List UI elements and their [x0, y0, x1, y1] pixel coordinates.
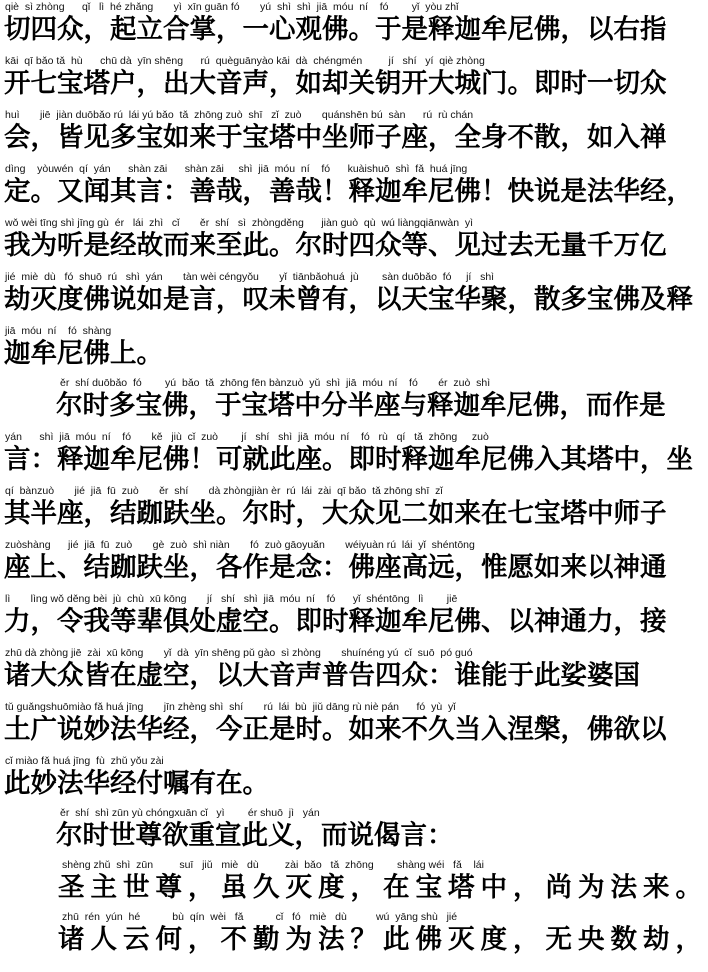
chinese-text: 切四众，起立合掌，一心观佛。于是释迦牟尼佛，以右指 — [4, 14, 667, 45]
pinyin-annotation: dìng yòuwén qí yán shàn zāi shàn zāi shì jiā móu ní fó kuàishuō shì fǎ huá jīng — [5, 163, 468, 175]
chinese-text: 其半座，结跏趺坐。尔时，大众见二如来在七宝塔中师子 — [4, 498, 667, 529]
text-line — [0, 324, 630, 382]
pinyin-annotation: ěr shí duōbǎo fó yú bǎo tǎ zhōng fēn bànzuò yǔ shì jiā móu ní fó ér zuò shì — [60, 377, 491, 389]
chinese-text: 圣主世尊，虽久灭度，在宝塔中，尚为法来。 — [58, 872, 708, 903]
text-line — [0, 700, 667, 758]
text-line — [0, 592, 667, 650]
text-line — [0, 54, 667, 112]
text-line — [0, 270, 693, 328]
text-line — [0, 806, 630, 864]
pinyin-annotation: lì lìng wǒ děng bèi jù chù xū kōng jí shí shì jiā móu ní fó yǐ shéntōng lì jiē — [5, 593, 458, 605]
chinese-text: 座上、结跏趺坐，各作是念：佛座高远，惟愿如来以神通 — [4, 552, 667, 583]
chinese-text: 此妙法华经付嘱有在。 — [4, 768, 269, 799]
chinese-text: 言：释迦牟尼佛！可就此座。即时释迦牟尼佛入其塔中，坐 — [4, 444, 693, 475]
text-line — [0, 484, 667, 542]
chinese-text: 诸大众皆在虚空，以大音声普告四众：谁能于此娑婆国 — [4, 660, 640, 691]
chinese-text: 尔时世尊欲重宣此义，而说偈言： — [56, 820, 454, 851]
text-line — [0, 858, 708, 916]
pinyin-annotation: tǔ guǎngshuōmiào fǎ huá jīng jīn zhèng shì shí rú lái bù jiǔ dāng rù niè pán fó yù yǐ — [5, 701, 456, 713]
chinese-text: 定。又闻其言：善哉，善哉！释迦牟尼佛！快说是法华经， — [4, 176, 693, 207]
pinyin-annotation: zuòshàng jié jiā fū zuò gè zuò shì niàn fó zuò gāoyuǎn wéiyuàn rú lái yǐ shéntōng — [5, 539, 475, 551]
pinyin-annotation: ěr shí shì zūn yù chóngxuān cǐ yì ér shuō jì yán — [60, 807, 320, 819]
text-line — [0, 162, 693, 220]
pinyin-annotation: qí bànzuò jié jiā fū zuò ěr shí dà zhòngjiàn èr rú lái zài qī bǎo tǎ zhōng shī zǐ — [5, 485, 443, 497]
chinese-text: 我为听是经故而来至此。尔时四众等、见过去无量千万亿 — [4, 230, 667, 261]
pinyin-annotation: zhū rén yún hé bù qín wèi fǎ cǐ fó miè dù wú yāng shù jié — [62, 911, 458, 923]
text-line — [0, 108, 667, 166]
pinyin-annotation: cǐ miào fǎ huá jīng fù zhǔ yǒu zài — [5, 755, 164, 767]
text-line — [0, 376, 666, 434]
pinyin-annotation: zhū dà zhòng jiē zài xū kōng yǐ dà yīn shēng pǔ gào sì zhòng shuínéng yú cǐ suō pó guó — [5, 647, 473, 659]
chinese-text: 劫灭度佛说如是言，叹未曾有，以天宝华聚，散多宝佛及释 — [4, 284, 693, 315]
chinese-text: 开七宝塔户，出大音声，如却关钥开大城门。即时一切众 — [4, 68, 667, 99]
text-line — [0, 216, 667, 274]
pinyin-annotation: jiā móu ní fó shàng — [5, 325, 112, 337]
pinyin-annotation: qiè sì zhòng qǐ lì hé zhǎng yì xīn guān fó yú shì shì jiā móu ní fó yǐ yòu zhǐ — [5, 1, 459, 13]
pinyin-annotation: huì jiē jiàn duōbǎo rú lái yú bǎo tǎ zhōng zuò shī zǐ zuò quánshēn bú sàn rú rù chán — [5, 109, 474, 121]
chinese-text: 尔时多宝佛，于宝塔中分半座与释迦牟尼佛，而作是 — [56, 390, 666, 421]
text-line — [0, 538, 667, 596]
pinyin-annotation: jié miè dù fó shuō rú shì yán tàn wèi céngyǒu yǐ tiānbǎohuá jù sàn duōbǎo fó jí shì — [5, 271, 495, 283]
chinese-text: 迦牟尼佛上。 — [4, 338, 163, 369]
text-line — [0, 646, 640, 704]
chinese-text: 力，令我等辈俱处虚空。即时释迦牟尼佛、以神通力，接 — [4, 606, 667, 637]
pinyin-annotation: wǒ wèi tīng shì jīng gù ér lái zhì cǐ ěr shí sì zhòngděng jiàn guò qù wú liàngqiānwàn yì — [5, 217, 474, 229]
chinese-text: 诸人云何，不勤为法？此佛灭度，无央数劫， — [58, 924, 708, 955]
chinese-text: 会，皆见多宝如来于宝塔中坐师子座，全身不散，如入禅 — [4, 122, 667, 153]
text-line — [0, 754, 630, 812]
chinese-text: 土广说妙法华经，今正是时。如来不久当入涅槃，佛欲以 — [4, 714, 667, 745]
pinyin-annotation: kāi qī bǎo tǎ hù chū dà yīn shēng rú quèguānyào kāi dà chéngmén jí shí yí qiè zhòng — [5, 55, 485, 67]
pinyin-annotation: shèng zhǔ shì zūn suī jiǔ miè dù zài bǎo tǎ zhōng shàng wéi fǎ lái — [62, 859, 484, 871]
text-line — [0, 0, 667, 58]
pinyin-annotation: yán shì jiā móu ní fó kě jiù cǐ zuò jí shí shì jiā móu ní fó rù qí tǎ zhōng zuò — [5, 431, 489, 443]
text-line — [0, 430, 693, 488]
text-line — [0, 910, 708, 968]
